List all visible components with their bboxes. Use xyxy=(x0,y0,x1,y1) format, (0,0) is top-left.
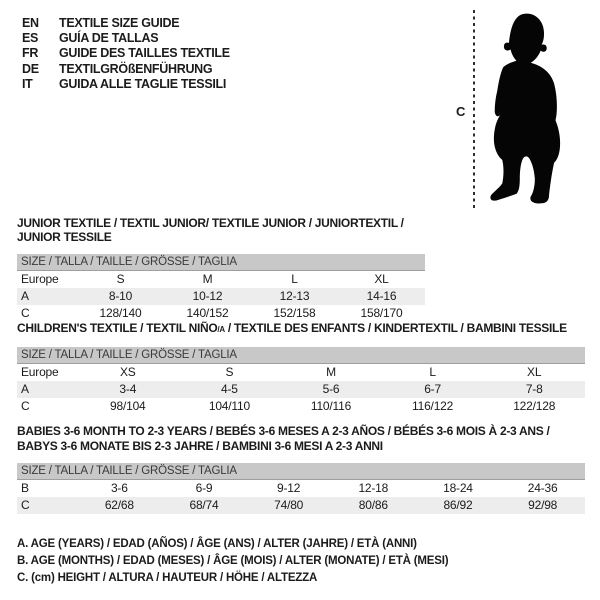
table-row xyxy=(17,288,425,305)
table-cell: XS xyxy=(119,365,136,379)
table-row xyxy=(17,480,585,497)
babies-textile-section xyxy=(17,424,585,514)
children-textile-section xyxy=(17,321,585,415)
language-code: FR xyxy=(22,46,39,61)
table-cell: 12-18 xyxy=(358,481,389,495)
language-code: ES xyxy=(22,31,39,46)
table-row xyxy=(17,305,425,322)
row-label: A xyxy=(21,289,29,303)
table-cell: 104/110 xyxy=(208,399,250,413)
language-code: DE xyxy=(22,61,39,76)
table-cell: 3-4 xyxy=(119,382,137,396)
table-row xyxy=(17,364,585,381)
table-cell: 6-9 xyxy=(195,481,213,495)
babies-size-table xyxy=(17,480,585,514)
language-title-list xyxy=(22,16,230,92)
children-title-suffix: / TEXTILE DES ENFANTS / KINDERTEXTIL / BAMBINI TESSILE xyxy=(224,321,567,335)
table-cell: 3-6 xyxy=(110,481,128,495)
height-measure-label: C xyxy=(456,104,466,119)
language-row xyxy=(22,16,230,31)
table-cell: 12-13 xyxy=(279,289,310,303)
table-cell: M xyxy=(326,365,336,379)
size-header-bar: SIZE / TALLA / TAILLE / GRÖSSE / TAGLIA xyxy=(17,463,585,480)
size-header-bar: SIZE / TALLA / TAILLE / GRÖSSE / TAGLIA xyxy=(17,347,585,364)
table-row xyxy=(17,271,425,288)
table-cell: M xyxy=(202,272,213,286)
babies-title-line2: BABYS 3-6 MONATE BIS 2-3 JAHRE / BAMBINI 3-6 MESI A 2-3 ANNI xyxy=(17,439,383,453)
table-cell: S xyxy=(225,365,234,379)
height-measure-dashed-line xyxy=(473,10,475,208)
row-label: C xyxy=(21,306,30,320)
guide-title: GUÍA DE TALLAS xyxy=(59,31,159,46)
junior-size-table xyxy=(17,271,425,322)
children-title-prefix: CHILDREN'S TEXTILE / TEXTIL NIÑO xyxy=(17,321,218,335)
table-cell: 7-8 xyxy=(525,382,543,396)
table-cell: 128/140 xyxy=(99,306,142,320)
table-row xyxy=(17,497,585,514)
table-cell: XL xyxy=(527,365,542,379)
row-label: A xyxy=(21,382,29,396)
children-table-title xyxy=(17,321,585,337)
table-cell: 140/152 xyxy=(186,306,229,320)
guide-title: TEXTILGRÖßENFÜHRUNG xyxy=(59,61,213,76)
table-row xyxy=(17,398,585,415)
row-label: C xyxy=(21,399,30,413)
table-cell: 98/104 xyxy=(110,399,146,413)
footnote-age-years: A. AGE (YEARS) / EDAD (AÑOS) / ÂGE (ANS) / ALTER (JAHRE) / ETÀ (ANNI) xyxy=(17,538,417,550)
guide-title: GUIDE DES TAILLES TEXTILE xyxy=(59,46,230,61)
table-cell: 152/158 xyxy=(273,306,316,320)
table-cell: 110/116 xyxy=(310,399,352,413)
table-cell: 9-12 xyxy=(277,481,301,495)
table-cell: 80/86 xyxy=(358,498,388,512)
table-cell: 62/68 xyxy=(104,498,134,512)
table-cell: L xyxy=(429,365,436,379)
footnote-legend xyxy=(17,536,448,587)
table-cell: XL xyxy=(374,272,389,286)
table-cell: 8-10 xyxy=(108,289,133,303)
table-cell: 24-36 xyxy=(527,481,558,495)
table-cell: 116/122 xyxy=(412,399,454,413)
table-cell: 158/170 xyxy=(360,306,403,320)
table-cell: S xyxy=(116,272,125,286)
table-cell: 86/92 xyxy=(443,498,473,512)
language-code: IT xyxy=(22,76,33,91)
babies-table-title xyxy=(17,424,585,454)
table-cell: 14-16 xyxy=(366,289,397,303)
table-row xyxy=(17,381,585,398)
table-cell: L xyxy=(291,272,298,286)
children-title-subscript: /A xyxy=(217,325,225,334)
guide-title: TEXTILE SIZE GUIDE xyxy=(59,16,180,30)
table-cell: 6-7 xyxy=(424,382,441,396)
table-cell: 4-5 xyxy=(221,382,238,396)
row-label: Europe xyxy=(21,272,59,286)
table-cell: 68/74 xyxy=(189,498,219,512)
language-code: EN xyxy=(22,16,39,30)
language-row xyxy=(22,31,230,46)
table-cell: 10-12 xyxy=(192,289,223,303)
children-size-table xyxy=(17,364,585,415)
table-cell: 74/80 xyxy=(274,498,304,512)
size-header-bar: SIZE / TALLA / TAILLE / GRÖSSE / TAGLIA xyxy=(17,254,425,271)
junior-table-title: JUNIOR TEXTILE / TEXTIL JUNIOR/ TEXTILE JUNIOR / JUNIORTEXTIL / JUNIOR TESSILE xyxy=(17,216,404,244)
table-cell: 18-24 xyxy=(443,481,473,495)
row-label: C xyxy=(21,498,30,512)
table-cell: 92/98 xyxy=(528,498,558,512)
guide-title: GUIDA ALLE TAGLIE TESSILI xyxy=(59,76,227,91)
toddler-silhouette-icon xyxy=(483,8,575,208)
language-row xyxy=(22,46,230,61)
babies-title-line1: BABIES 3-6 MONTH TO 2-3 YEARS / BEBÉS 3-6 MESES A 2-3 AÑOS / BÉBÉS 3-6 MOIS À 2-3 ANS / xyxy=(17,424,550,438)
table-cell: 122/128 xyxy=(513,399,556,413)
row-label: B xyxy=(21,481,29,495)
language-row xyxy=(22,77,230,92)
junior-textile-section xyxy=(17,216,425,322)
footnote-age-months: B. AGE (MONTHS) / EDAD (MESES) / ÂGE (MOIS) / ALTER (MONATE) / ETÀ (MESI) xyxy=(17,555,449,567)
language-row xyxy=(22,62,230,77)
table-cell: 5-6 xyxy=(322,382,340,396)
footnote-height-cm: C. (cm) HEIGHT / ALTURA / HAUTEUR / HÖHE / ALTEZZA xyxy=(17,572,318,584)
row-label: Europe xyxy=(21,365,59,379)
